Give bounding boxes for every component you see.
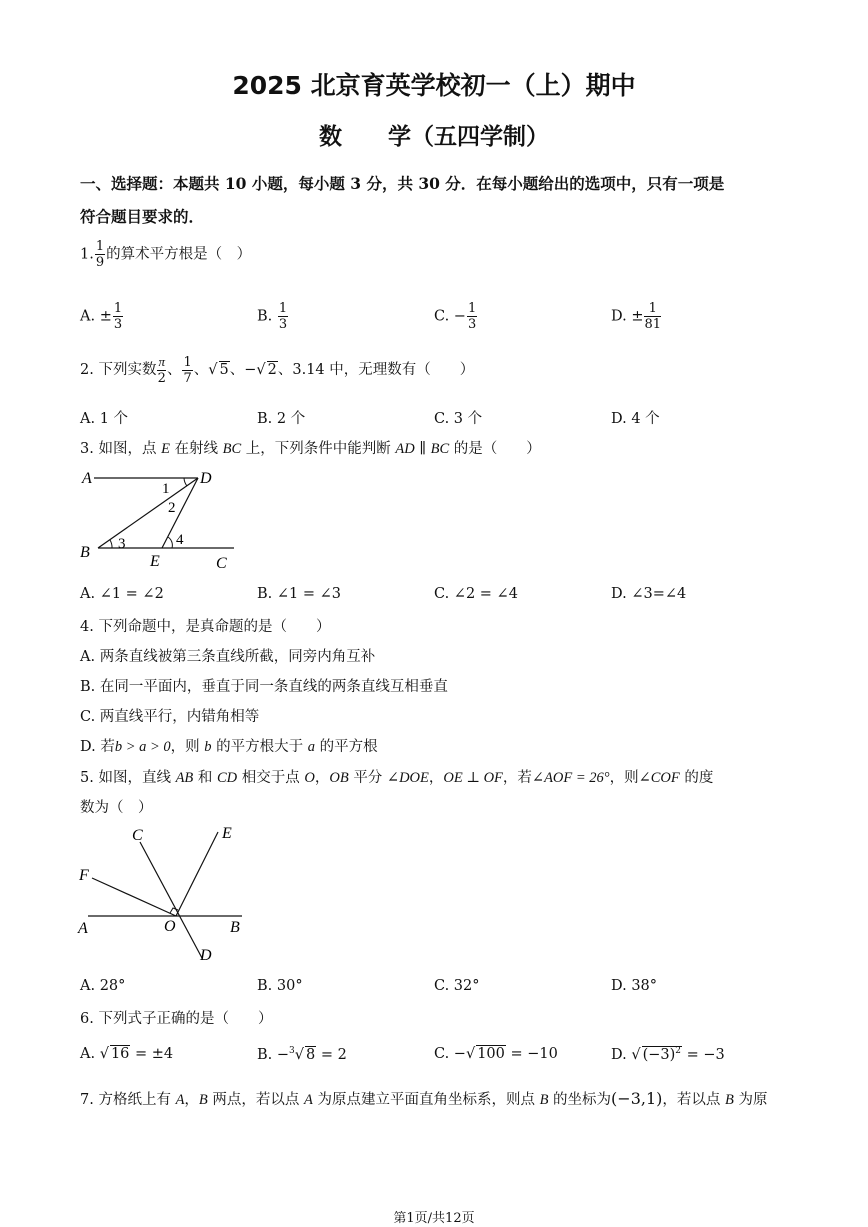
- label-A: A: [78, 920, 88, 937]
- question-2: 2. 下列实数 $\frac{\pi}{2}$ 、 $\frac{1}{7}$ 、√ 5、−√ 2、3.14 中，无理数有（ ）: [80, 354, 475, 386]
- q3-option-d: D. ∠3=∠4: [611, 586, 687, 602]
- q1-option-c: C. − $\frac{1}{3}$: [434, 301, 477, 332]
- q4-option-c: C. 两直线平行，内错角相等: [80, 709, 260, 725]
- angle-3: 3: [118, 536, 126, 552]
- label-A: A: [82, 470, 92, 487]
- label-C: C: [216, 555, 227, 572]
- angle-4: 4: [176, 532, 184, 548]
- label-D: D: [200, 470, 212, 487]
- angle-1: 1: [162, 481, 170, 497]
- q3-figure: [76, 462, 246, 577]
- question-5-line2: 数为（ ）: [80, 800, 153, 816]
- q1-option-b: B. $\frac{1}{3}$: [257, 301, 288, 332]
- label-E: E: [222, 825, 232, 842]
- question-4: 4. 下列命题中，是真命题的是（ ）: [80, 619, 331, 635]
- angle-2: 2: [168, 500, 176, 516]
- exam-title: 2025 北京育英学校初一（上）期中: [232, 71, 636, 100]
- label-B: B: [230, 919, 240, 936]
- fraction: $\frac{1}{9}$: [95, 239, 105, 270]
- label-C: C: [132, 827, 143, 844]
- question-6: 6. 下列式子正确的是（ ）: [80, 1011, 273, 1027]
- q6-option-d: D. √ $(-3)^2 = -3$: [611, 1046, 725, 1063]
- exam-subtitle: 数 学（五四学制）: [319, 124, 549, 150]
- question-1: 1. $\frac{1}{9}$ 的算术平方根是（ ）: [80, 239, 252, 270]
- question-5: 5. 如图，直线 AB 和 CD 相交于点 O，OB 平分 ∠DOE，OE ⊥ OF，若∠AOF = 26°，则∠COF 的度: [80, 770, 714, 786]
- q3-option-a: A. ∠1 = ∠2: [80, 586, 164, 602]
- q6-option-b: B. −$^3$√ 8 = 2: [257, 1046, 347, 1063]
- label-E: E: [150, 553, 160, 570]
- q3-option-c: C. ∠2 = ∠4: [434, 586, 518, 602]
- q2-option-c: C. 3 个: [434, 411, 483, 427]
- label-D: D: [200, 947, 212, 964]
- page-footer: 第1页/共12页: [393, 1211, 475, 1226]
- label-F: F: [79, 867, 89, 884]
- label-B: B: [80, 544, 90, 561]
- q5-option-b: B. 30°: [257, 978, 303, 994]
- section-heading-line2: 符合题目要求的．: [80, 207, 205, 226]
- q1-option-a: A. ± $\frac{1}{3}$: [80, 301, 123, 332]
- q1-option-d: D. ± $\frac{1}{81}$: [611, 301, 662, 332]
- label-O: O: [164, 918, 176, 935]
- q6-option-c: C. −√ 100 = −10: [434, 1046, 558, 1062]
- q2-option-a: A. 1 个: [80, 411, 129, 427]
- q5-option-c: C. 32°: [434, 978, 480, 994]
- question-7: 7. 方格纸上有 A，B 两点，若以点 A 为原点建立平面直角坐标系，则点 B 的坐标为(−3,1)，若以点 B 为原: [80, 1089, 768, 1108]
- q5-figure: [74, 820, 254, 970]
- q4-option-a: A. 两条直线被第三条直线所截，同旁内角互补: [80, 649, 376, 665]
- q2-option-d: D. 4 个: [611, 411, 660, 427]
- question-3: 3. 如图，点 E 在射线 BC 上，下列条件中能判断 AD ∥ BC 的是（ ）: [80, 441, 541, 457]
- q2-option-b: B. 2 个: [257, 411, 306, 427]
- q6-option-a: A. √ 16 = ±4: [80, 1046, 174, 1062]
- q5-option-a: A. 28°: [80, 978, 126, 994]
- section-heading-line1: 一、选择题：本题共 10 小题，每小题 3 分，共 30 分．在每小题给出的选项中，只有一项是: [80, 174, 725, 193]
- q3-option-b: B. ∠1 = ∠3: [257, 586, 341, 602]
- q4-option-d: D. 若b > a > 0，则 b 的平方根大于 a 的平方根: [80, 739, 378, 755]
- q4-option-b: B. 在同一平面内，垂直于同一条直线的两条直线互相垂直: [80, 679, 448, 695]
- q5-option-d: D. 38°: [611, 978, 658, 994]
